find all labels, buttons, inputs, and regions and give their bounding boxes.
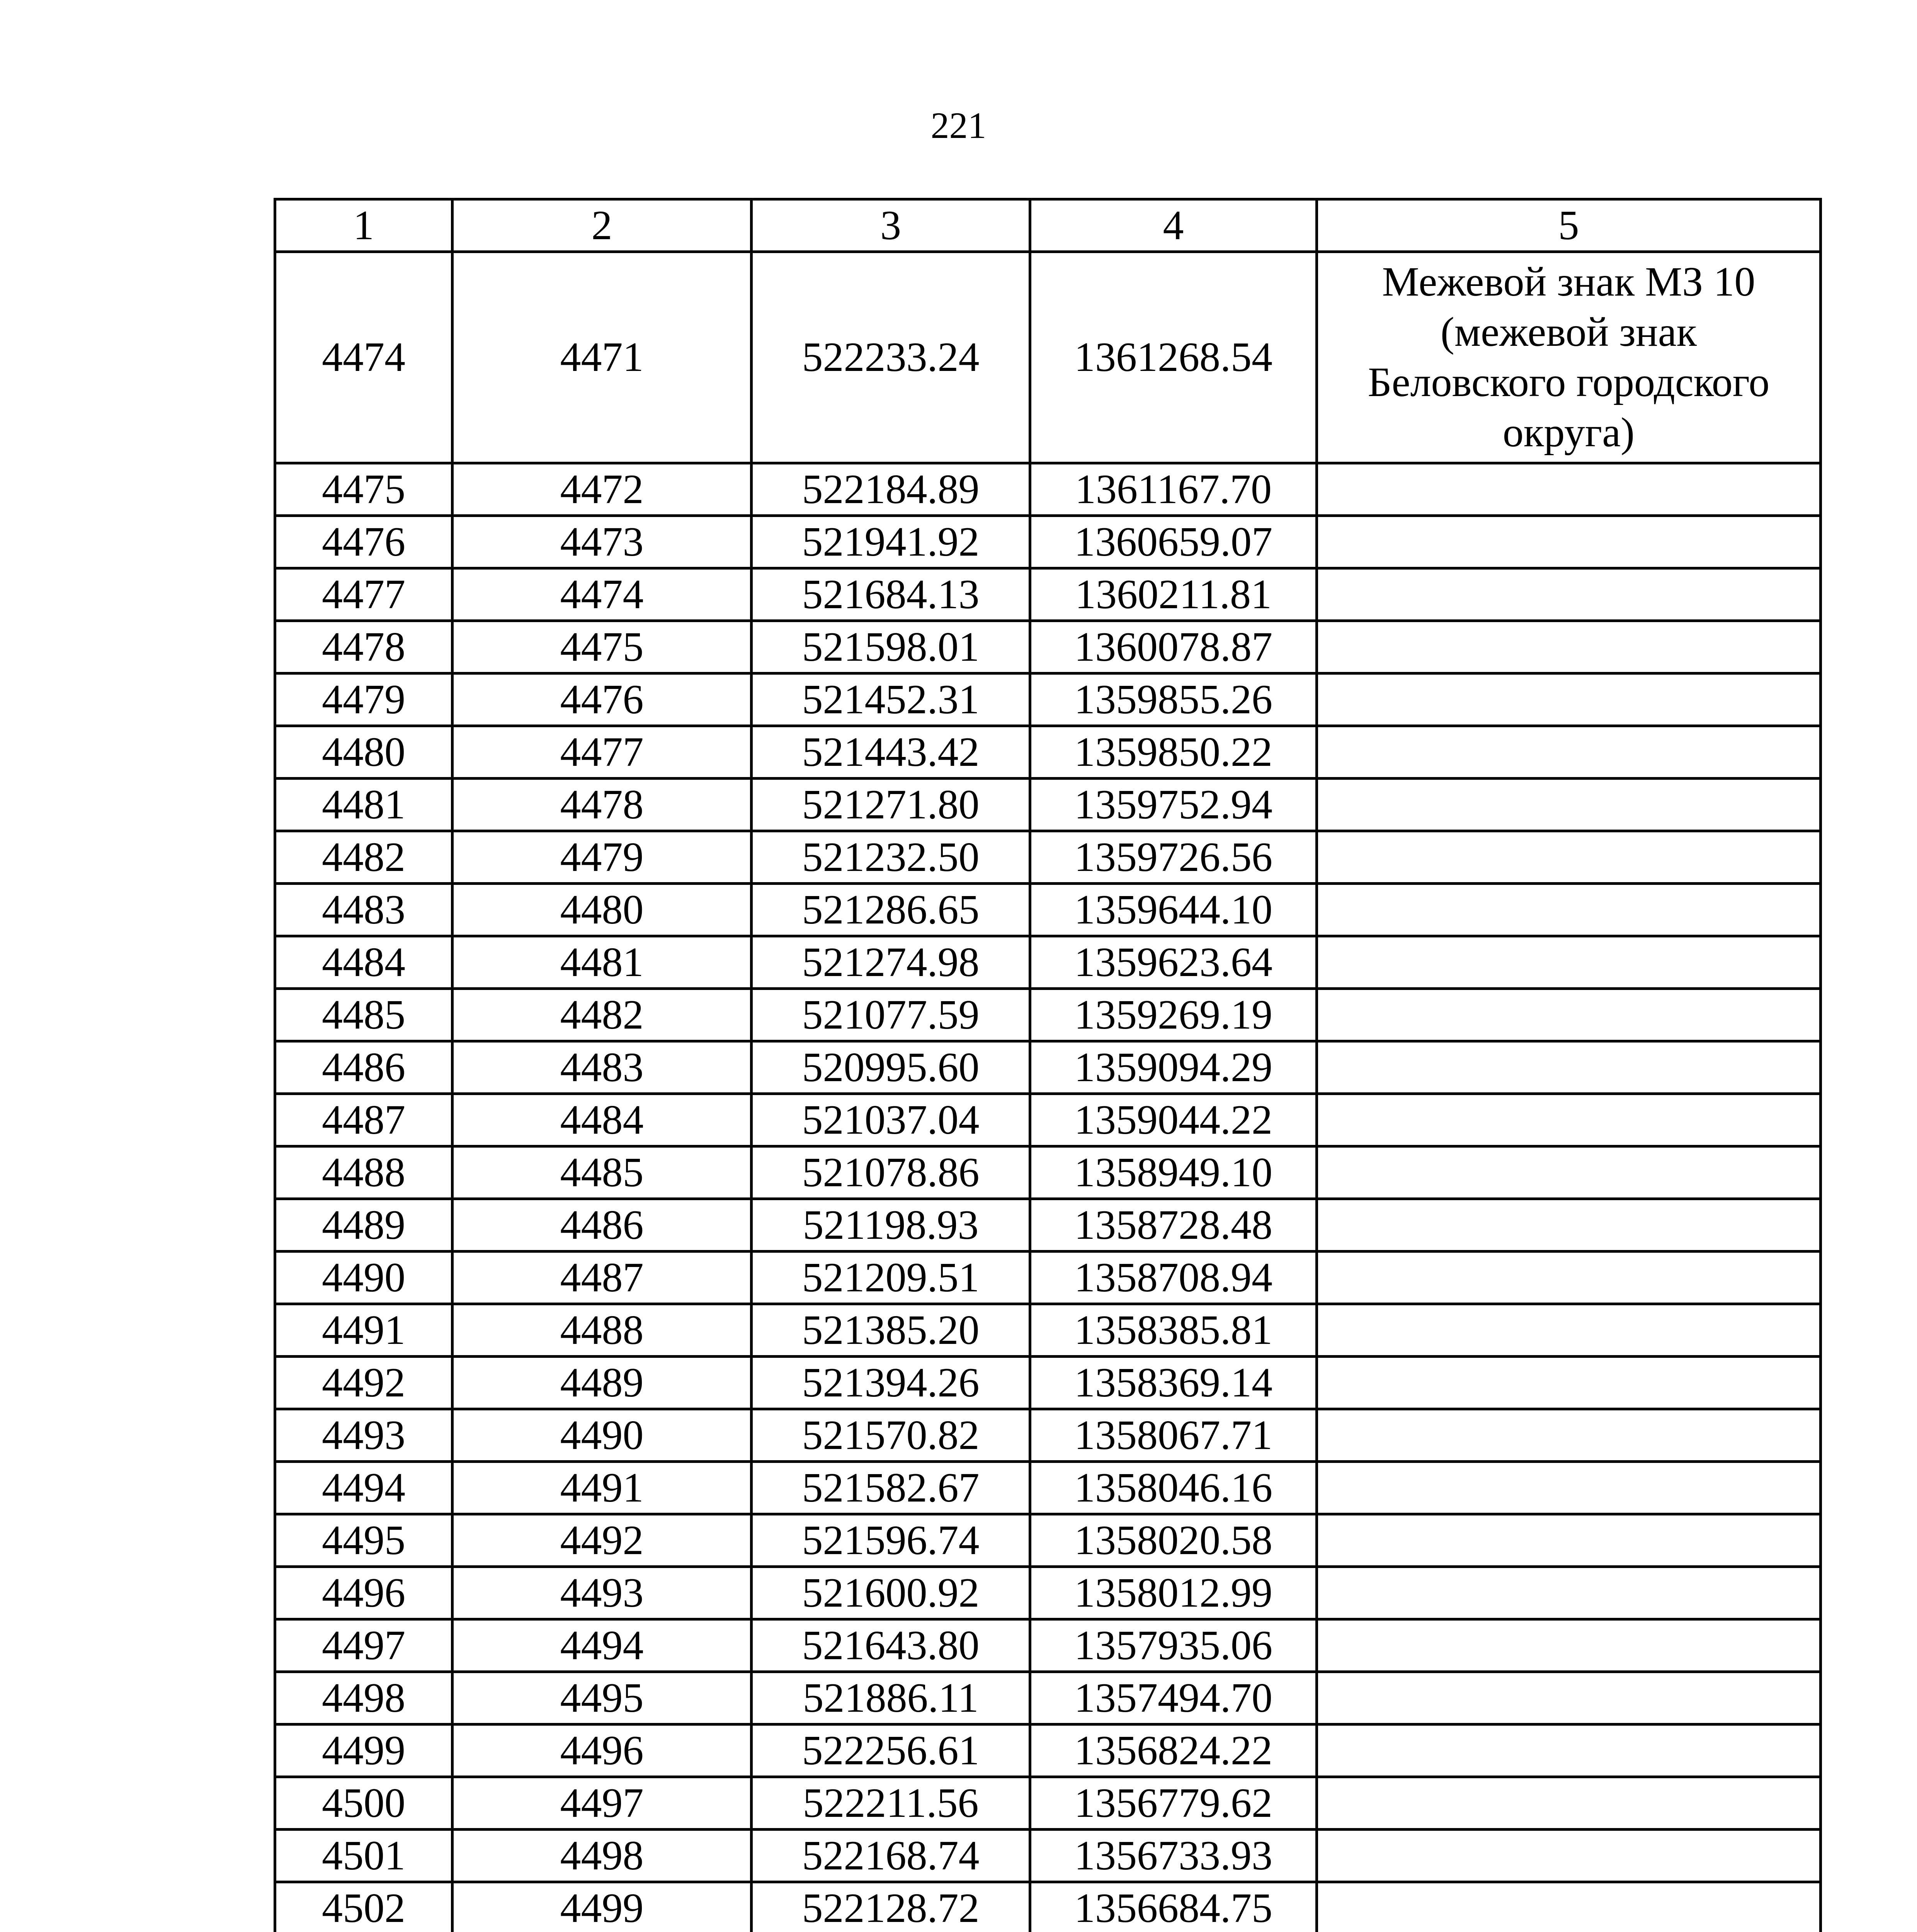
- y-coordinate-cell: 1360659.07: [1030, 516, 1317, 568]
- y-coordinate-cell: 1358020.58: [1030, 1514, 1317, 1567]
- note-cell: [1317, 1462, 1821, 1514]
- y-coordinate-cell: 1358728.48: [1030, 1199, 1317, 1252]
- note-cell: [1317, 516, 1821, 568]
- table-row: [275, 1409, 1821, 1462]
- x-coordinate-cell: 521037.04: [752, 1094, 1030, 1146]
- x-coordinate-cell: 521286.65: [752, 884, 1030, 936]
- note-cell: [1317, 1672, 1821, 1725]
- note-cell: [1317, 463, 1821, 516]
- note-cell: [1317, 1619, 1821, 1672]
- x-coordinate-cell: 521596.74: [752, 1514, 1030, 1567]
- x-coordinate-cell: 521684.13: [752, 568, 1030, 621]
- note-cell: [1317, 989, 1821, 1041]
- x-coordinate-cell: 521570.82: [752, 1409, 1030, 1462]
- y-coordinate-cell: 1356733.93: [1030, 1830, 1317, 1882]
- table-row: [275, 1146, 1821, 1199]
- x-coordinate-cell: 521941.92: [752, 516, 1030, 568]
- y-coordinate-cell: 1359752.94: [1030, 779, 1317, 831]
- y-coordinate-cell: 1356824.22: [1030, 1725, 1317, 1777]
- y-coordinate-cell: 1359623.64: [1030, 936, 1317, 989]
- point-number-cell: 4483: [275, 884, 452, 936]
- table-row: [275, 1567, 1821, 1619]
- point-number-cell: 4493: [275, 1409, 452, 1462]
- note-cell: [1317, 621, 1821, 673]
- table-row: [275, 568, 1821, 621]
- x-coordinate-cell: 522184.89: [752, 463, 1030, 516]
- note-cell: [1317, 1567, 1821, 1619]
- table-row: [275, 1462, 1821, 1514]
- point-number-cell: 4486: [275, 1041, 452, 1094]
- note-cell: [1317, 1514, 1821, 1567]
- point-index-cell: 4479: [452, 831, 752, 884]
- point-index-cell: 4484: [452, 1094, 752, 1146]
- note-cell: [1317, 1830, 1821, 1882]
- table-row: [275, 779, 1821, 831]
- y-coordinate-cell: 1358949.10: [1030, 1146, 1317, 1199]
- note-cell: [1317, 1409, 1821, 1462]
- table-row: [275, 1672, 1821, 1725]
- y-coordinate-cell: 1357935.06: [1030, 1619, 1317, 1672]
- y-coordinate-cell: 1360211.81: [1030, 568, 1317, 621]
- x-coordinate-cell: 521232.50: [752, 831, 1030, 884]
- table-row: [275, 516, 1821, 568]
- note-cell: [1317, 1199, 1821, 1252]
- point-index-cell: 4480: [452, 884, 752, 936]
- x-coordinate-cell: 521385.20: [752, 1304, 1030, 1357]
- table-body: [275, 252, 1821, 1932]
- table-row: [275, 1882, 1821, 1932]
- table-row: [275, 726, 1821, 779]
- x-coordinate-cell: 521600.92: [752, 1567, 1030, 1619]
- point-index-cell: 4483: [452, 1041, 752, 1094]
- point-index-cell: 4494: [452, 1619, 752, 1672]
- table-row: [275, 831, 1821, 884]
- header-cell-1: 1: [275, 199, 452, 252]
- header-row: [275, 199, 1821, 252]
- x-coordinate-cell: 521209.51: [752, 1252, 1030, 1304]
- point-number-cell: 4495: [275, 1514, 452, 1567]
- point-index-cell: 4493: [452, 1567, 752, 1619]
- note-cell: [1317, 726, 1821, 779]
- point-index-cell: 4474: [452, 568, 752, 621]
- table-row: [275, 936, 1821, 989]
- note-cell: [1317, 831, 1821, 884]
- x-coordinate-cell: 521582.67: [752, 1462, 1030, 1514]
- note-cell: [1317, 884, 1821, 936]
- y-coordinate-cell: 1357494.70: [1030, 1672, 1317, 1725]
- point-number-cell: 4479: [275, 673, 452, 726]
- point-index-cell: 4485: [452, 1146, 752, 1199]
- table-row: [275, 621, 1821, 673]
- point-number-cell: 4502: [275, 1882, 452, 1932]
- point-number-cell: 4497: [275, 1619, 452, 1672]
- table-row: [275, 1304, 1821, 1357]
- note-cell: [1317, 779, 1821, 831]
- point-number-cell: 4499: [275, 1725, 452, 1777]
- note-cell: [1317, 1146, 1821, 1199]
- point-number-cell: 4491: [275, 1304, 452, 1357]
- point-number-cell: 4494: [275, 1462, 452, 1514]
- x-coordinate-cell: 521598.01: [752, 621, 1030, 673]
- x-coordinate-cell: 522211.56: [752, 1777, 1030, 1830]
- point-index-cell: 4489: [452, 1357, 752, 1409]
- table-row: [275, 1777, 1821, 1830]
- point-number-cell: 4477: [275, 568, 452, 621]
- note-cell: Межевой знак МЗ 10 (межевой знак Беловского городского округа): [1317, 252, 1821, 463]
- point-index-cell: 4487: [452, 1252, 752, 1304]
- note-cell: [1317, 1777, 1821, 1830]
- point-index-cell: 4475: [452, 621, 752, 673]
- point-index-cell: 4492: [452, 1514, 752, 1567]
- x-coordinate-cell: 521198.93: [752, 1199, 1030, 1252]
- y-coordinate-cell: 1356779.62: [1030, 1777, 1317, 1830]
- y-coordinate-cell: 1359726.56: [1030, 831, 1317, 884]
- y-coordinate-cell: 1358012.99: [1030, 1567, 1317, 1619]
- note-cell: [1317, 568, 1821, 621]
- point-number-cell: 4478: [275, 621, 452, 673]
- point-index-cell: 4488: [452, 1304, 752, 1357]
- x-coordinate-cell: 521078.86: [752, 1146, 1030, 1199]
- point-index-cell: 4482: [452, 989, 752, 1041]
- coordinates-table: [274, 198, 1822, 1932]
- point-number-cell: 4476: [275, 516, 452, 568]
- note-cell: [1317, 1252, 1821, 1304]
- y-coordinate-cell: 1356684.75: [1030, 1882, 1317, 1932]
- table-header: [275, 199, 1821, 252]
- y-coordinate-cell: 1359094.29: [1030, 1041, 1317, 1094]
- y-coordinate-cell: 1360078.87: [1030, 621, 1317, 673]
- point-index-cell: 4477: [452, 726, 752, 779]
- y-coordinate-cell: 1361268.54: [1030, 252, 1317, 463]
- x-coordinate-cell: 521274.98: [752, 936, 1030, 989]
- table-row: [275, 1041, 1821, 1094]
- point-number-cell: 4492: [275, 1357, 452, 1409]
- y-coordinate-cell: 1359044.22: [1030, 1094, 1317, 1146]
- x-coordinate-cell: 520995.60: [752, 1041, 1030, 1094]
- x-coordinate-cell: 522128.72: [752, 1882, 1030, 1932]
- point-number-cell: 4489: [275, 1199, 452, 1252]
- x-coordinate-cell: 521394.26: [752, 1357, 1030, 1409]
- point-index-cell: 4486: [452, 1199, 752, 1252]
- point-number-cell: 4496: [275, 1567, 452, 1619]
- y-coordinate-cell: 1359855.26: [1030, 673, 1317, 726]
- point-index-cell: 4497: [452, 1777, 752, 1830]
- point-number-cell: 4475: [275, 463, 452, 516]
- x-coordinate-cell: 521452.31: [752, 673, 1030, 726]
- y-coordinate-cell: 1358385.81: [1030, 1304, 1317, 1357]
- table-row: [275, 1252, 1821, 1304]
- header-cell-3: 3: [752, 199, 1030, 252]
- point-index-cell: 4495: [452, 1672, 752, 1725]
- y-coordinate-cell: 1359644.10: [1030, 884, 1317, 936]
- point-index-cell: 4491: [452, 1462, 752, 1514]
- point-index-cell: 4499: [452, 1882, 752, 1932]
- point-index-cell: 4481: [452, 936, 752, 989]
- note-cell: [1317, 1725, 1821, 1777]
- point-index-cell: 4496: [452, 1725, 752, 1777]
- note-cell: [1317, 1304, 1821, 1357]
- note-cell: [1317, 673, 1821, 726]
- y-coordinate-cell: 1358369.14: [1030, 1357, 1317, 1409]
- note-cell: [1317, 1357, 1821, 1409]
- point-index-cell: 4478: [452, 779, 752, 831]
- header-cell-4: 4: [1030, 199, 1317, 252]
- y-coordinate-cell: 1358708.94: [1030, 1252, 1317, 1304]
- table-row: [275, 1619, 1821, 1672]
- header-cell-5: 5: [1317, 199, 1821, 252]
- point-number-cell: 4481: [275, 779, 452, 831]
- y-coordinate-cell: 1359850.22: [1030, 726, 1317, 779]
- point-number-cell: 4484: [275, 936, 452, 989]
- point-number-cell: 4488: [275, 1146, 452, 1199]
- point-index-cell: 4490: [452, 1409, 752, 1462]
- x-coordinate-cell: 521643.80: [752, 1619, 1030, 1672]
- note-cell: [1317, 1094, 1821, 1146]
- table-row: [275, 1094, 1821, 1146]
- point-number-cell: 4485: [275, 989, 452, 1041]
- note-cell: [1317, 1882, 1821, 1932]
- y-coordinate-cell: 1361167.70: [1030, 463, 1317, 516]
- table-row: [275, 1199, 1821, 1252]
- point-index-cell: 4473: [452, 516, 752, 568]
- table-row: [275, 989, 1821, 1041]
- y-coordinate-cell: 1359269.19: [1030, 989, 1317, 1041]
- point-index-cell: 4472: [452, 463, 752, 516]
- table-row: [275, 673, 1821, 726]
- point-number-cell: 4501: [275, 1830, 452, 1882]
- y-coordinate-cell: 1358046.16: [1030, 1462, 1317, 1514]
- point-number-cell: 4498: [275, 1672, 452, 1725]
- point-number-cell: 4487: [275, 1094, 452, 1146]
- x-coordinate-cell: 521886.11: [752, 1672, 1030, 1725]
- table-row: [275, 1357, 1821, 1409]
- x-coordinate-cell: 521443.42: [752, 726, 1030, 779]
- note-cell: [1317, 1041, 1821, 1094]
- table-row: [275, 1830, 1821, 1882]
- x-coordinate-cell: 522256.61: [752, 1725, 1030, 1777]
- point-number-cell: 4480: [275, 726, 452, 779]
- table-row: [275, 884, 1821, 936]
- point-number-cell: 4490: [275, 1252, 452, 1304]
- page-number: 221: [930, 105, 987, 146]
- point-index-cell: 4498: [452, 1830, 752, 1882]
- table-row: [275, 463, 1821, 516]
- point-number-cell: 4474: [275, 252, 452, 463]
- point-number-cell: 4500: [275, 1777, 452, 1830]
- point-number-cell: 4482: [275, 831, 452, 884]
- header-cell-2: 2: [452, 199, 752, 252]
- x-coordinate-cell: 521271.80: [752, 779, 1030, 831]
- x-coordinate-cell: 522168.74: [752, 1830, 1030, 1882]
- point-index-cell: 4476: [452, 673, 752, 726]
- y-coordinate-cell: 1358067.71: [1030, 1409, 1317, 1462]
- table-row: [275, 1725, 1821, 1777]
- table-row: [275, 252, 1821, 463]
- x-coordinate-cell: 521077.59: [752, 989, 1030, 1041]
- point-index-cell: 4471: [452, 252, 752, 463]
- note-cell: [1317, 936, 1821, 989]
- x-coordinate-cell: 522233.24: [752, 252, 1030, 463]
- table-row: [275, 1514, 1821, 1567]
